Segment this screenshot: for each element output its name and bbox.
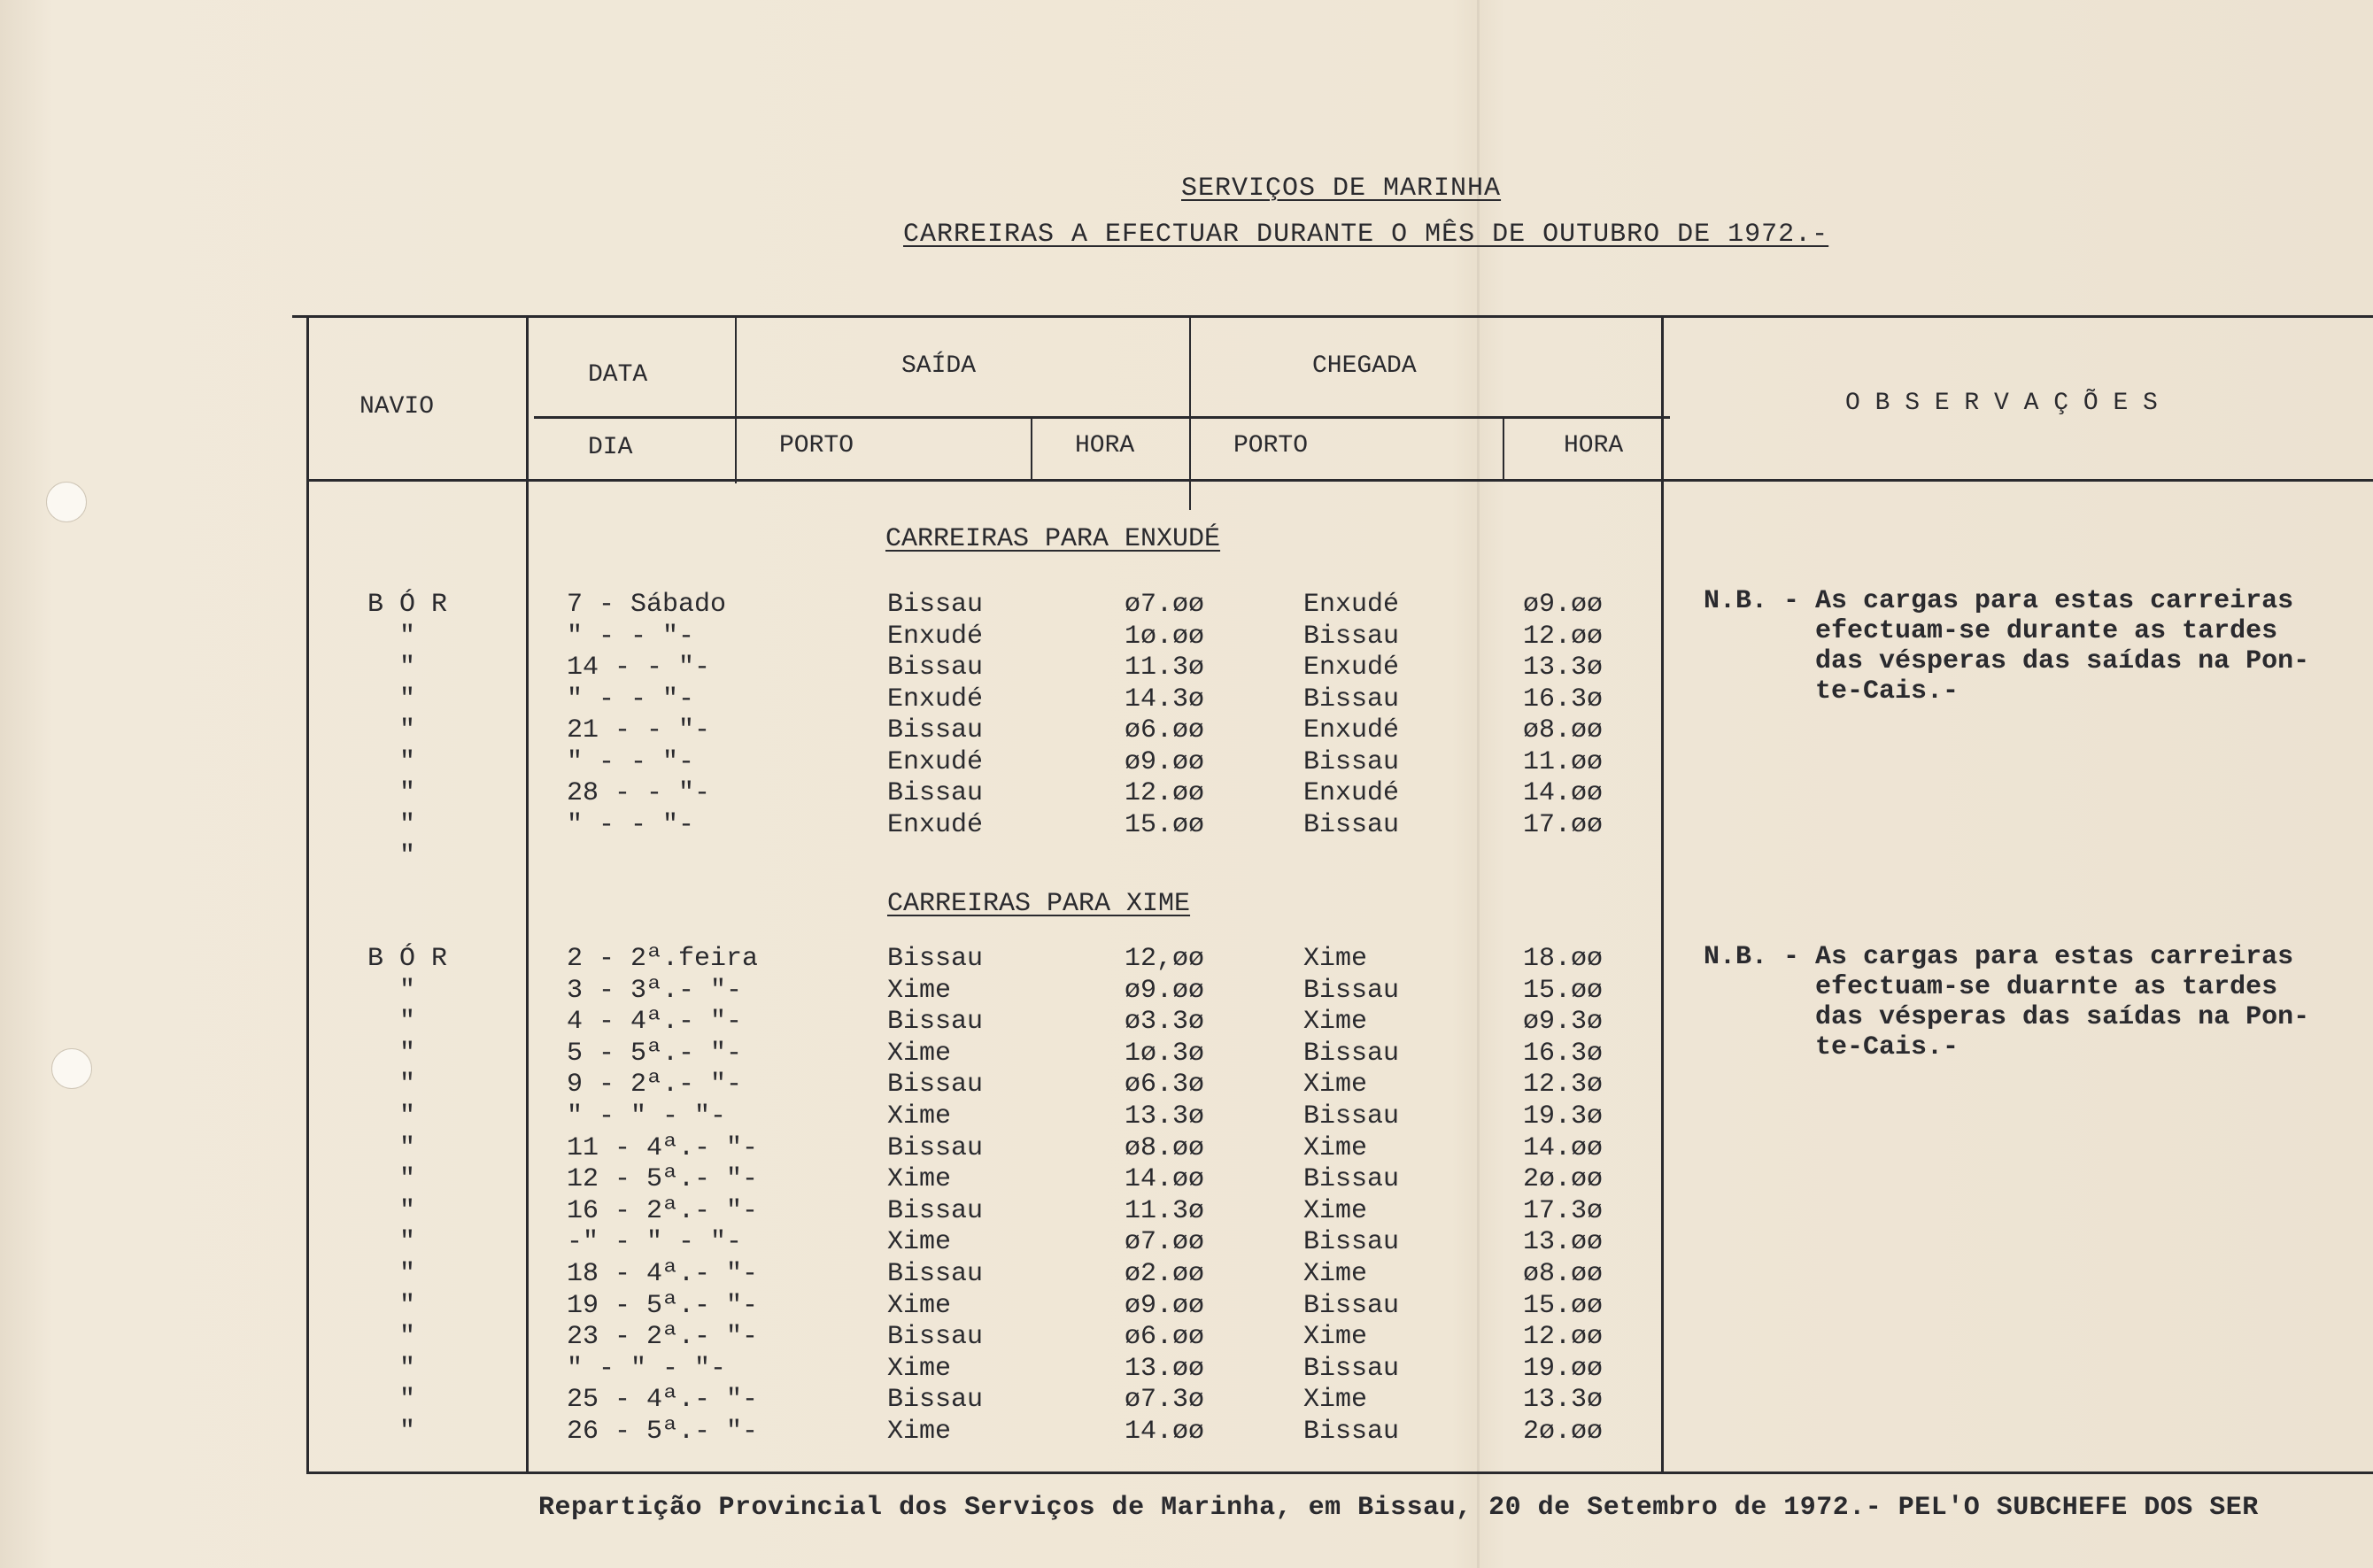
cell-hora-chegada: 14.øø xyxy=(1522,778,1603,808)
cell-dia: 9 - 2ª.- "- xyxy=(567,1070,743,1101)
cell-dia: 18 - 4ª.- "- xyxy=(567,1259,759,1289)
cell-navio: " xyxy=(398,1417,415,1447)
cell-dia: " - " - "- xyxy=(567,1353,727,1384)
cell-porto-saida: Bissau xyxy=(887,1385,984,1416)
cell-hora-saida: 12.øø xyxy=(1124,778,1204,808)
cell-porto-chegada: Xime xyxy=(1303,1070,1368,1101)
cell-navio: " xyxy=(398,1353,415,1384)
cell-navio: " xyxy=(398,653,415,683)
cell-dia: " - " - "- xyxy=(567,1101,727,1132)
cell-hora-chegada: 17.3ø xyxy=(1522,1195,1603,1226)
cell-dia: " - - "- xyxy=(567,621,695,652)
cell-navio: " xyxy=(398,1259,415,1289)
cell-hora-chegada: 13.øø xyxy=(1522,1227,1603,1258)
navio-col-rule xyxy=(526,315,529,1473)
cell-hora-saida: 11.3ø xyxy=(1124,1195,1204,1226)
cell-porto-saida: Bissau xyxy=(887,590,984,620)
cell-hora-saida: 14.øø xyxy=(1124,1417,1204,1447)
cell-hora-saida: ø3.3ø xyxy=(1124,1007,1204,1038)
cell-hora-chegada: 17.øø xyxy=(1522,809,1603,840)
cell-dia: " - - "- xyxy=(567,809,695,840)
cell-hora-saida: ø7.3ø xyxy=(1124,1385,1204,1416)
cell-hora-saida: ø9.øø xyxy=(1124,746,1204,777)
cell-navio: " xyxy=(398,809,415,840)
cell-porto-chegada: Bissau xyxy=(1303,1417,1400,1447)
header-bottom-rule xyxy=(306,479,2373,482)
col-porto-chegada: PORTO xyxy=(1233,432,1309,460)
cell-navio: " xyxy=(398,1070,415,1101)
cell-hora-saida: 12,øø xyxy=(1124,944,1204,974)
cell-porto-chegada: Bissau xyxy=(1303,1101,1400,1132)
cell-dia: 21 - - "- xyxy=(567,715,711,745)
cell-navio: " xyxy=(398,1101,415,1132)
cell-porto-saida: Bissau xyxy=(887,778,984,808)
cell-porto-chegada: Bissau xyxy=(1303,809,1400,840)
cell-hora-chegada: 15.øø xyxy=(1522,1290,1603,1321)
cell-dia: 28 - - "- xyxy=(567,778,711,808)
table-bottom-rule xyxy=(306,1471,2373,1474)
cell-hora-chegada: 12.øø xyxy=(1522,1322,1603,1353)
cell-dia: 3 - 3ª.- "- xyxy=(567,975,743,1006)
cell-porto-chegada: Xime xyxy=(1303,1195,1368,1226)
cell-hora-chegada: 12.øø xyxy=(1522,621,1603,652)
section-title: CARREIRAS PARA ENXUDÉ xyxy=(885,524,1221,554)
cell-porto-saida: Bissau xyxy=(887,1195,984,1226)
cell-dia: 19 - 5ª.- "- xyxy=(567,1290,759,1321)
data-col-rule xyxy=(735,315,737,483)
cell-dia: -" - " - "- xyxy=(567,1227,743,1258)
cell-dia: 25 - 4ª.- "- xyxy=(567,1385,759,1416)
cell-navio: " xyxy=(398,715,415,745)
cell-navio: B Ó R xyxy=(367,944,447,974)
cell-porto-saida: Xime xyxy=(887,1227,952,1258)
cell-navio: " xyxy=(398,1038,415,1069)
cell-hora-chegada: 16.3ø xyxy=(1522,1038,1603,1069)
cell-hora-saida: 14.øø xyxy=(1124,1164,1204,1195)
cell-navio: " xyxy=(398,684,415,714)
cell-porto-chegada: Bissau xyxy=(1303,1227,1400,1258)
cell-hora-chegada: 19.øø xyxy=(1522,1353,1603,1384)
col-dia: DIA xyxy=(588,434,633,461)
cell-dia: 4 - 4ª.- "- xyxy=(567,1007,743,1038)
cell-porto-saida: Bissau xyxy=(887,1070,984,1101)
cell-dia: 5 - 5ª.- "- xyxy=(567,1038,743,1069)
cell-hora-chegada: 15.øø xyxy=(1522,975,1603,1006)
cell-navio: " xyxy=(398,1322,415,1353)
cell-dia: 2 - 2ª.feira xyxy=(567,944,759,974)
col-observacoes: O B S E R V A Ç Õ E S xyxy=(1845,390,2158,417)
page-subtitle: CARREIRAS A EFECTUAR DURANTE O MÊS DE OUTUBRO DE 1972.- xyxy=(903,220,1829,250)
cell-hora-saida: ø8.øø xyxy=(1124,1132,1204,1163)
cell-navio: " xyxy=(398,1227,415,1258)
cell-dia: 26 - 5ª.- "- xyxy=(567,1417,759,1447)
obs-col-rule xyxy=(1661,315,1664,1473)
cell-porto-saida: Bissau xyxy=(887,1007,984,1038)
cell-porto-chegada: Bissau xyxy=(1303,1038,1400,1069)
cell-hora-saida: ø6.3ø xyxy=(1124,1070,1204,1101)
cell-hora-chegada: 14.øø xyxy=(1522,1132,1603,1163)
cell-porto-saida: Bissau xyxy=(887,1132,984,1163)
punch-hole xyxy=(51,1048,92,1089)
cell-porto-saida: Xime xyxy=(887,1164,952,1195)
cell-hora-saida: 13.3ø xyxy=(1124,1101,1204,1132)
cell-porto-chegada: Xime xyxy=(1303,1322,1368,1353)
cell-porto-chegada: Bissau xyxy=(1303,746,1400,777)
cell-porto-chegada: Xime xyxy=(1303,1259,1368,1289)
cell-porto-chegada: Bissau xyxy=(1303,1353,1400,1384)
cell-navio: " xyxy=(398,841,415,871)
cell-hora-chegada: 18.øø xyxy=(1522,944,1603,974)
cell-porto-saida: Bissau xyxy=(887,1322,984,1353)
cell-dia: 7 - Sábado xyxy=(567,590,727,620)
table-top-rule xyxy=(292,315,2373,318)
cell-navio: " xyxy=(398,1195,415,1226)
cell-porto-saida: Xime xyxy=(887,1353,952,1384)
cell-hora-chegada: ø8.øø xyxy=(1522,715,1603,745)
cell-porto-saida: Enxudé xyxy=(887,746,984,777)
saida-hora-rule xyxy=(1031,418,1032,482)
cell-porto-chegada: Bissau xyxy=(1303,975,1400,1006)
cell-porto-saida: Enxudé xyxy=(887,684,984,714)
chegada-hora-rule xyxy=(1503,418,1504,482)
cell-hora-chegada: ø9.øø xyxy=(1522,590,1603,620)
cell-navio: " xyxy=(398,746,415,777)
cell-hora-chegada: 12.3ø xyxy=(1522,1070,1603,1101)
cell-hora-saida: 15.øø xyxy=(1124,809,1204,840)
cell-porto-chegada: Xime xyxy=(1303,944,1368,974)
cell-hora-saida: 1ø.3ø xyxy=(1124,1038,1204,1069)
cell-hora-chegada: ø8.øø xyxy=(1522,1259,1603,1289)
col-porto-saida: PORTO xyxy=(779,432,854,460)
cell-hora-saida: ø7.øø xyxy=(1124,1227,1204,1258)
cell-porto-saida: Enxudé xyxy=(887,809,984,840)
section-note: N.B. - As cargas para estas carreiras efectuam-se duarnte as tardes das vésperas das saídas na Pon- te-Cais.- xyxy=(1704,942,2310,1062)
cell-navio: " xyxy=(398,1385,415,1416)
cell-porto-saida: Bissau xyxy=(887,944,984,974)
cell-hora-chegada: 13.3ø xyxy=(1522,1385,1603,1416)
cell-navio: " xyxy=(398,1007,415,1038)
cell-hora-saida: 11.3ø xyxy=(1124,653,1204,683)
cell-hora-chegada: 16.3ø xyxy=(1522,684,1603,714)
cell-porto-chegada: Enxudé xyxy=(1303,778,1400,808)
col-chegada: CHEGADA xyxy=(1312,352,1417,380)
section-title: CARREIRAS PARA XIME xyxy=(887,889,1191,919)
header-mid-rule xyxy=(534,416,1670,419)
cell-hora-chegada: 2ø.øø xyxy=(1522,1164,1603,1195)
cell-hora-chegada: 13.3ø xyxy=(1522,653,1603,683)
cell-dia: 23 - 2ª.- "- xyxy=(567,1322,759,1353)
cell-navio: " xyxy=(398,778,415,808)
cell-porto-chegada: Bissau xyxy=(1303,1290,1400,1321)
cell-hora-saida: ø6.øø xyxy=(1124,715,1204,745)
cell-porto-chegada: Xime xyxy=(1303,1132,1368,1163)
cell-porto-chegada: Enxudé xyxy=(1303,715,1400,745)
cell-hora-saida: ø2.øø xyxy=(1124,1259,1204,1289)
cell-porto-chegada: Xime xyxy=(1303,1007,1368,1038)
cell-navio: " xyxy=(398,1290,415,1321)
cell-dia: 12 - 5ª.- "- xyxy=(567,1164,759,1195)
cell-hora-saida: ø9.øø xyxy=(1124,975,1204,1006)
cell-hora-chegada: ø9.3ø xyxy=(1522,1007,1603,1038)
cell-porto-chegada: Enxudé xyxy=(1303,590,1400,620)
cell-hora-saida: 13.øø xyxy=(1124,1353,1204,1384)
cell-porto-saida: Xime xyxy=(887,1038,952,1069)
cell-hora-chegada: 19.3ø xyxy=(1522,1101,1603,1132)
cell-porto-chegada: Bissau xyxy=(1303,621,1400,652)
cell-hora-saida: ø7.øø xyxy=(1124,590,1204,620)
punch-hole xyxy=(46,482,87,522)
cell-porto-saida: Xime xyxy=(887,975,952,1006)
cell-porto-saida: Bissau xyxy=(887,653,984,683)
cell-porto-chegada: Bissau xyxy=(1303,1164,1400,1195)
cell-hora-saida: ø9.øø xyxy=(1124,1290,1204,1321)
cell-hora-saida: 1ø.øø xyxy=(1124,621,1204,652)
cell-hora-saida: 14.3ø xyxy=(1124,684,1204,714)
cell-hora-saida: ø6.øø xyxy=(1124,1322,1204,1353)
cell-dia: " - - "- xyxy=(567,684,695,714)
cell-hora-chegada: 11.øø xyxy=(1522,746,1603,777)
col-hora-chegada: HORA xyxy=(1564,432,1624,460)
cell-porto-chegada: Enxudé xyxy=(1303,653,1400,683)
cell-navio: " xyxy=(398,975,415,1006)
section-note: N.B. - As cargas para estas carreiras efectuam-se durante as tardes das vésperas das saídas na Pon- te-Cais.- xyxy=(1704,586,2310,707)
table-left-rule xyxy=(306,315,309,1473)
cell-dia: " - - "- xyxy=(567,746,695,777)
cell-navio: B Ó R xyxy=(367,590,447,620)
cell-porto-saida: Bissau xyxy=(887,1259,984,1289)
cell-porto-saida: Xime xyxy=(887,1417,952,1447)
cell-porto-saida: Bissau xyxy=(887,715,984,745)
cell-dia: 11 - 4ª.- "- xyxy=(567,1132,759,1163)
cell-porto-saida: Xime xyxy=(887,1290,952,1321)
cell-dia: 14 - - "- xyxy=(567,653,711,683)
cell-porto-chegada: Bissau xyxy=(1303,684,1400,714)
page-title: SERVIÇOS DE MARINHA xyxy=(1181,174,1502,204)
col-hora-saida: HORA xyxy=(1075,432,1135,460)
col-saida: SAÍDA xyxy=(901,352,977,380)
cell-hora-chegada: 2ø.øø xyxy=(1522,1417,1603,1447)
col-data: DATA xyxy=(588,361,648,389)
cell-porto-chegada: Xime xyxy=(1303,1385,1368,1416)
saida-col-rule xyxy=(1189,315,1191,510)
cell-navio: " xyxy=(398,621,415,652)
cell-dia: 16 - 2ª.- "- xyxy=(567,1195,759,1226)
cell-navio: " xyxy=(398,1132,415,1163)
cell-porto-saida: Xime xyxy=(887,1101,952,1132)
col-navio: NAVIO xyxy=(359,393,435,421)
cell-porto-saida: Enxudé xyxy=(887,621,984,652)
cell-navio: " xyxy=(398,1164,415,1195)
footer-text: Repartição Provincial dos Serviços de Marinha, em Bissau, 20 de Setembro de 1972.- PEL'O SUBCHEFE DOS SER xyxy=(538,1493,2259,1523)
